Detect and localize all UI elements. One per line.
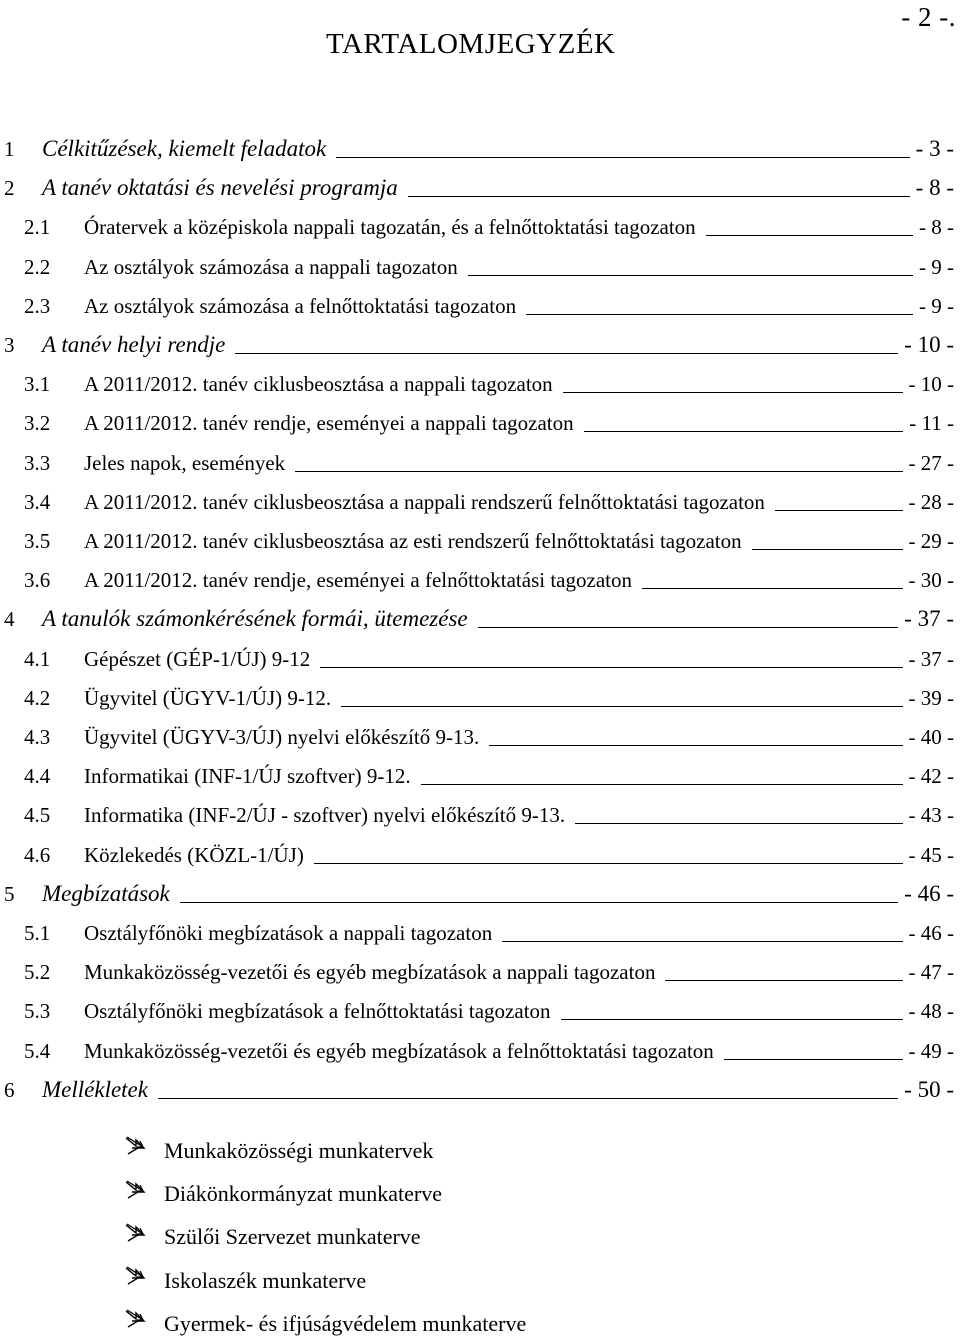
toc-entry[interactable] — [0, 132, 960, 166]
toc-entry-title: Ügyvitel (ÜGYV-3/ÚJ) nyelvi előkészítő 9-13. — [84, 725, 480, 749]
toc-leader-line — [478, 627, 898, 628]
toc-entry-number: 3.3 — [24, 450, 51, 475]
toc-entry[interactable] — [0, 328, 960, 362]
toc-leader-line — [320, 667, 903, 668]
toc-entry[interactable] — [0, 759, 960, 793]
toc-leader-line — [408, 196, 910, 197]
appendix-item — [124, 1263, 367, 1299]
toc-entry-number: 4.4 — [24, 764, 51, 789]
toc-entry-title: Közlekedés (KÖZL-1/ÚJ) — [84, 842, 304, 867]
toc-entry-page: - 37 - — [908, 646, 954, 671]
toc-entry-number: 5 — [4, 881, 15, 906]
toc-entry-number: 2.3 — [24, 293, 51, 318]
toc-entry[interactable] — [0, 210, 960, 244]
toc-entry-page: - 11 - — [909, 411, 954, 436]
toc-entry[interactable] — [0, 877, 960, 911]
toc-leader-line — [235, 353, 898, 354]
toc-entry-title: A 2011/2012. tanév ciklusbeosztása az esti rendszerű felnőttoktatási tagozaton — [84, 529, 742, 553]
toc-entry-page: - 49 - — [908, 1038, 954, 1063]
toc-entry-number: 3.2 — [24, 411, 51, 436]
toc-leader-line — [158, 1098, 898, 1099]
toc-entry-title: Informatikai (INF-1/ÚJ szoftver) 9-12. — [84, 764, 411, 789]
toc-leader-line — [468, 275, 913, 276]
toc-entry-page: - 8 - — [915, 175, 954, 201]
toc-leader-line — [180, 902, 898, 903]
toc-leader-line — [706, 235, 913, 236]
toc-entry-title: Mellékletek — [42, 1076, 148, 1102]
toc-entry-number: 5.3 — [24, 999, 51, 1024]
toc-entry-page: - 42 - — [908, 764, 954, 789]
toc-entry-title: Osztályfőnöki megbízatások a nappali tagozaton — [84, 921, 493, 945]
toc-entry-title: A tanulók számonkérésének formái, ütemezése — [42, 606, 468, 632]
toc-entry[interactable] — [0, 720, 960, 754]
toc-leader-line — [584, 431, 903, 432]
toc-entry-page: - 10 - — [908, 372, 954, 397]
toc-entry-title: A 2011/2012. tanév rendje, eseményei a felnőttoktatási tagozaton — [84, 568, 632, 593]
toc-entry[interactable] — [0, 798, 960, 832]
toc-entry-number: 3.5 — [24, 529, 51, 553]
toc-entry-page: - 29 - — [908, 529, 954, 553]
toc-entry-page: - 48 - — [908, 999, 954, 1024]
toc-entry-title: Ügyvitel (ÜGYV-1/ÚJ) 9-12. — [84, 685, 332, 710]
toc-entry-number: 6 — [4, 1077, 15, 1102]
toc-leader-line — [502, 941, 903, 942]
toc-entry-page: - 46 - — [908, 921, 954, 945]
toc-entry-page: - 50 - — [904, 1076, 954, 1102]
toc-entry-title: Az osztályok számozása a nappali tagozaton — [84, 254, 458, 279]
appendix-item-label: Diákönkormányzat munkaterve — [164, 1181, 442, 1207]
toc-entry-page: - 30 - — [908, 568, 954, 593]
toc-leader-line — [526, 314, 913, 315]
toc-entry-number: 4.2 — [24, 685, 51, 710]
toc-leader-line — [295, 471, 903, 472]
toc-entry-title: Jeles napok, események — [84, 450, 286, 475]
toc-leader-line — [724, 1059, 903, 1060]
toc-entry[interactable] — [0, 602, 960, 636]
toc-entry-number: 2.1 — [24, 215, 51, 240]
toc-leader-line — [314, 863, 903, 864]
toc-entry-number: 5.1 — [24, 921, 51, 945]
outlined-arrow-icon — [124, 1307, 154, 1334]
outlined-arrow-icon — [124, 1134, 154, 1161]
toc-leader-line — [642, 588, 903, 589]
toc-entry[interactable] — [0, 485, 960, 519]
toc-entry-page: - 28 - — [908, 489, 954, 514]
toc-entry-number: 2 — [4, 176, 15, 201]
toc-entry[interactable] — [0, 838, 960, 872]
toc-entry[interactable] — [0, 642, 960, 676]
toc-entry-number: 3 — [4, 333, 15, 357]
toc-entry-title: A 2011/2012. tanév rendje, eseményei a nappali tagozaton — [84, 411, 574, 436]
toc-entry[interactable] — [0, 955, 960, 989]
toc-leader-line — [575, 823, 903, 824]
toc-entry-title: Gépészet (GÉP-1/ÚJ) 9-12 — [84, 646, 311, 671]
toc-entry-title: Célkitűzések, kiemelt feladatok — [42, 136, 327, 161]
appendix-item — [124, 1133, 434, 1169]
appendix-item-label: Munkaközösségi munkatervek — [164, 1138, 434, 1163]
appendix-item — [124, 1219, 421, 1255]
toc-entry-title: Óratervek a középiskola nappali tagozatán, és a felnőttoktatási tagozaton — [84, 215, 696, 240]
outlined-arrow-icon — [124, 1221, 154, 1248]
toc-entry-title: A 2011/2012. tanév ciklusbeosztása a nappali rendszerű felnőttoktatási tagozaton — [84, 489, 765, 514]
toc-entry-page: - 45 - — [908, 842, 954, 867]
toc-entry[interactable] — [0, 289, 960, 323]
toc-entry[interactable] — [0, 994, 960, 1028]
outlined-arrow-icon — [124, 1178, 154, 1205]
toc-entry-title: Az osztályok számozása a felnőttoktatási tagozaton — [84, 293, 517, 318]
toc-entry-title: A 2011/2012. tanév ciklusbeosztása a nappali tagozaton — [84, 372, 553, 397]
appendix-item-label: Szülői Szervezet munkaterve — [164, 1224, 421, 1250]
toc-entry[interactable] — [0, 367, 960, 401]
toc-entry-number: 4.3 — [24, 725, 51, 749]
toc-entry-number: 3.1 — [24, 372, 51, 397]
toc-entry-number: 2.2 — [24, 254, 51, 279]
toc-entry-page: - 43 - — [908, 803, 954, 828]
toc-leader-line — [336, 157, 910, 158]
toc-entry-number: 4.1 — [24, 646, 51, 671]
toc-entry[interactable] — [0, 524, 960, 558]
toc-entry-title: A tanév helyi rendje — [42, 332, 226, 357]
appendix-item-label: Iskolaszék munkaterve — [164, 1267, 367, 1293]
outlined-arrow-icon — [124, 1264, 154, 1291]
toc-entry[interactable] — [0, 563, 960, 597]
page-title: TARTALOMJEGYZÉK — [326, 28, 616, 60]
toc-leader-line — [489, 745, 903, 746]
appendix-item — [124, 1306, 527, 1342]
appendix-item — [124, 1176, 442, 1212]
toc-entry-page: - 9 - — [919, 254, 954, 279]
page-number: - 2 -. — [901, 2, 956, 32]
toc-entry-page: - 46 - — [904, 880, 954, 906]
toc-entry-number: 1 — [4, 137, 15, 161]
toc-leader-line — [561, 1019, 903, 1020]
toc-entry-page: - 3 - — [915, 136, 954, 161]
toc-leader-line — [421, 784, 903, 785]
toc-entry[interactable] — [0, 1034, 960, 1068]
toc-entry[interactable] — [0, 250, 960, 284]
toc-leader-line — [563, 392, 903, 393]
toc-entry[interactable] — [0, 171, 960, 205]
toc-entry[interactable] — [0, 916, 960, 950]
toc-entry-page: - 8 - — [919, 215, 954, 240]
toc-leader-line — [341, 706, 903, 707]
toc-entry-title: A tanév oktatási és nevelési programja — [42, 175, 398, 201]
toc-leader-line — [775, 510, 903, 511]
toc-entry-page: - 9 - — [919, 293, 954, 318]
toc-leader-line — [665, 980, 903, 981]
toc-entry-title: Munkaközösség-vezetői és egyéb megbízatások a nappali tagozaton — [84, 960, 656, 985]
toc-entry[interactable] — [0, 681, 960, 715]
toc-entry-number: 3.6 — [24, 568, 51, 593]
toc-entry-page: - 27 - — [908, 450, 954, 475]
toc-entry-number: 4.6 — [24, 842, 51, 867]
toc-leader-line — [752, 549, 903, 550]
toc-entry-number: 5.4 — [24, 1038, 51, 1063]
toc-entry-page: - 47 - — [908, 960, 954, 985]
toc-entry-title: Informatika (INF-2/ÚJ - szoftver) nyelvi előkészítő 9-13. — [84, 803, 566, 828]
toc-entry-title: Osztályfőnöki megbízatások a felnőttoktatási tagozaton — [84, 999, 551, 1024]
toc-entry-page: - 40 - — [908, 725, 954, 749]
toc-entry[interactable] — [0, 1073, 960, 1107]
toc-entry-title: Megbízatások — [42, 880, 170, 906]
toc-entry-number: 4.5 — [24, 803, 51, 828]
toc-entry[interactable] — [0, 446, 960, 480]
appendix-item-label: Gyermek- és ifjúságvédelem munkaterve — [164, 1310, 527, 1336]
toc-entry-number: 5.2 — [24, 960, 51, 985]
toc-entry-number: 3.4 — [24, 489, 51, 514]
toc-entry-number: 4 — [4, 607, 15, 632]
toc-entry-page: - 37 - — [904, 606, 954, 632]
toc-entry-page: - 39 - — [908, 685, 954, 710]
toc-entry-page: - 10 - — [904, 332, 954, 357]
toc-entry[interactable] — [0, 406, 960, 440]
toc-entry-title: Munkaközösség-vezetői és egyéb megbízatások a felnőttoktatási tagozaton — [84, 1038, 714, 1063]
